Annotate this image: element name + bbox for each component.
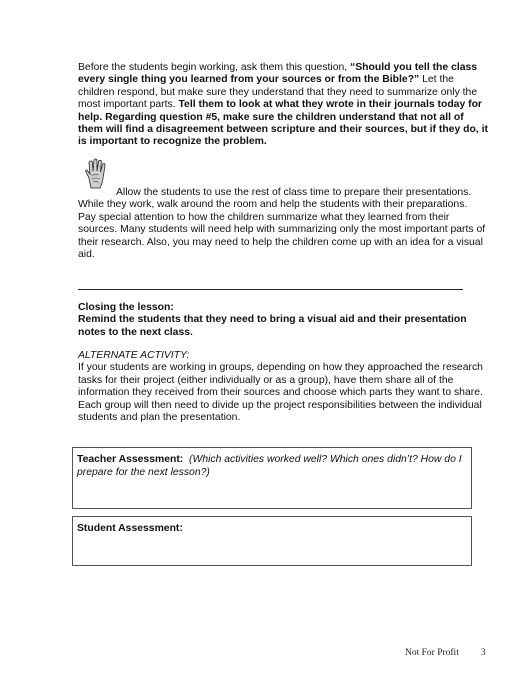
alternate-activity-heading: ALTERNATE ACTIVITY: [78,350,190,361]
activity-text: Allow the students to use the rest of class time to prepare their presentations. While they work, walk around the room and help the students with their preparations. Pay special attention to how the children summarize what they learned from their sources. Many students will need help with summarizing only the most important parts of their research. Also, you may need to help the children come up with an idea for a visual aid. [78,187,486,261]
intro-question: “Should you tell the class every single thing you learned from your sources or from the Bible?” [78,62,478,86]
page-number: 3 [480,648,486,658]
closing-text: Remind the students that they need to bring a visual aid and their presentation notes to the next class. [78,314,467,338]
page-footer [405,648,486,658]
alternate-activity-section [78,350,488,424]
hand-icon [84,158,108,190]
section-divider [78,289,463,290]
student-assessment-box[interactable] [72,516,472,566]
closing-heading: Closing the lesson: [78,302,174,313]
student-assessment-label: Student Assessment: [77,523,183,534]
teacher-assessment-label: Teacher Assessment: [77,454,184,465]
footer-text: Not For Profit [405,648,459,658]
alternate-activity-text: If your students are working in groups, depending on how they approached the research tasks for their project (either individually or as a group), have them share all of the information they received from their sources and choose which parts they want to share. Each group will then need to divide up the project responsibilities between the individual students and plan the presentation. [78,362,483,424]
teacher-assessment-box[interactable] [72,447,472,509]
intro-text-1: Before the students begin working, ask them this question, [78,62,351,73]
intro-text-2: Let the children respond, but make sure they understand that they need to summarize only the most important parts. [78,74,478,111]
intro-paragraph [78,62,488,149]
activity-paragraph [78,187,488,261]
closing-section [78,302,488,339]
teacher-assessment-prompt: (Which activities worked well? Which ones didn’t? How do I prepare for the next lesson?) [77,454,462,478]
intro-instruction: Tell them to look at what they wrote in their journals today for help. Regarding question #5, make sure the children understand that not all of them will find a disagreement between scripture and their sources, but if they do, it is important to recognize the problem. [78,99,488,148]
